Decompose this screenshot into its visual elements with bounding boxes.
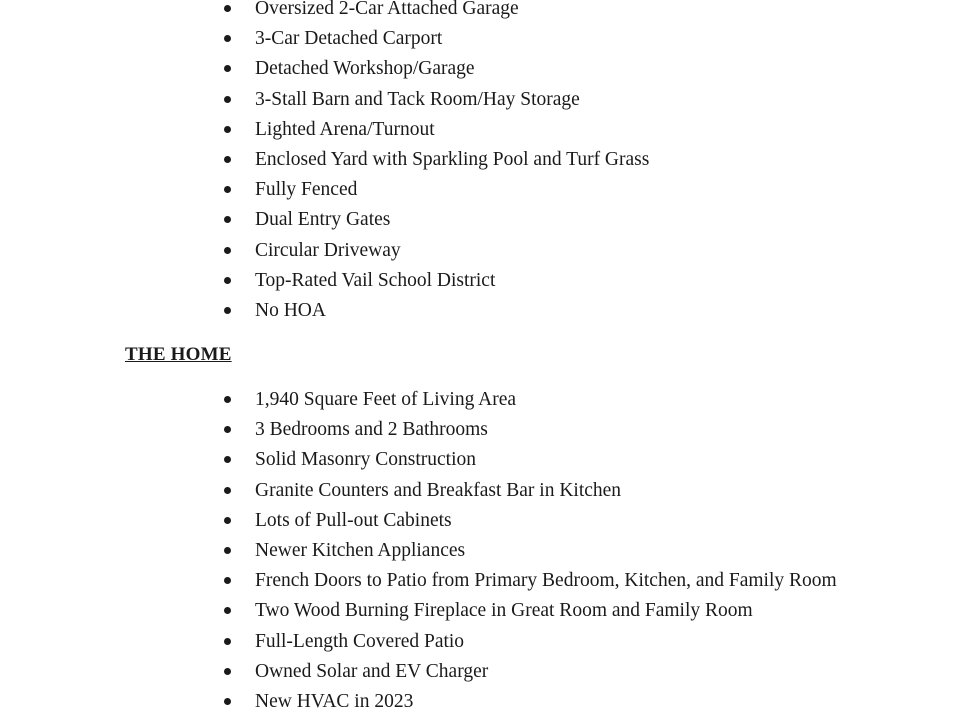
list-item-text: Two Wood Burning Fireplace in Great Room and Family Room <box>255 600 753 622</box>
list-item-text: New HVAC in 2023 <box>255 690 414 712</box>
list-item <box>224 119 649 149</box>
bullet-icon <box>224 456 231 463</box>
bullet-icon <box>224 216 231 223</box>
list-item-text: Dual Entry Gates <box>255 209 391 231</box>
bullet-icon <box>224 698 231 705</box>
list-item <box>224 540 837 570</box>
list-item-text: Lighted Arena/Turnout <box>255 118 435 140</box>
list-item <box>224 510 837 540</box>
list-item-text: 3-Car Detached Carport <box>255 28 443 50</box>
list-item-text: Granite Counters and Breakfast Bar in Kitchen <box>255 479 622 501</box>
list-item-text: Top-Rated Vail School District <box>255 269 496 291</box>
bullet-icon <box>224 126 231 133</box>
bullet-icon <box>224 547 231 554</box>
list-item <box>224 149 649 179</box>
list-item-text: 3-Stall Barn and Tack Room/Hay Storage <box>255 88 580 110</box>
bullet-icon <box>224 277 231 284</box>
list-item <box>224 209 649 239</box>
list-item-text: French Doors to Patio from Primary Bedroom, Kitchen, and Family Room <box>255 570 837 592</box>
list-item <box>224 89 649 119</box>
bullet-icon <box>224 247 231 254</box>
list-item <box>224 691 837 721</box>
bullet-icon <box>224 186 231 193</box>
bullet-icon <box>224 487 231 494</box>
list-item <box>224 58 649 88</box>
list-item-text: Owned Solar and EV Charger <box>255 660 489 682</box>
bullet-icon <box>224 638 231 645</box>
bullet-icon <box>224 65 231 72</box>
list-item-text: Full-Length Covered Patio <box>255 630 465 652</box>
list-item <box>224 661 837 691</box>
list-item <box>224 240 649 270</box>
list-item-text: Circular Driveway <box>255 239 401 261</box>
bullet-icon <box>224 607 231 614</box>
list-item-text: Fully Fenced <box>255 179 358 201</box>
list-item <box>224 419 837 449</box>
list-item-text: Solid Masonry Construction <box>255 449 477 471</box>
bullet-icon <box>224 577 231 584</box>
bullet-icon <box>224 35 231 42</box>
section-heading-the-home: THE HOME <box>125 344 232 365</box>
list-item <box>224 570 837 600</box>
list-item-text: Oversized 2-Car Attached Garage <box>255 0 519 19</box>
bullet-icon <box>224 396 231 403</box>
list-item <box>224 389 837 419</box>
home-features-list <box>224 389 837 721</box>
bullet-icon <box>224 156 231 163</box>
list-item-text: Lots of Pull-out Cabinets <box>255 509 452 531</box>
list-item-text: No HOA <box>255 299 326 321</box>
list-item <box>224 600 837 630</box>
bullet-icon <box>224 307 231 314</box>
list-item-text: Enclosed Yard with Sparkling Pool and Turf Grass <box>255 148 650 170</box>
list-item <box>224 480 837 510</box>
list-item <box>224 449 837 479</box>
bullet-icon <box>224 668 231 675</box>
list-item-text: Newer Kitchen Appliances <box>255 539 466 561</box>
list-item <box>224 270 649 300</box>
list-item <box>224 28 649 58</box>
list-item-text: 1,940 Square Feet of Living Area <box>255 389 517 410</box>
bullet-icon <box>224 426 231 433</box>
list-item <box>224 179 649 209</box>
list-item <box>224 0 649 28</box>
list-item <box>224 300 649 330</box>
list-item-text: 3 Bedrooms and 2 Bathrooms <box>255 419 488 441</box>
bullet-icon <box>224 96 231 103</box>
property-features-list <box>224 0 649 330</box>
bullet-icon <box>224 517 231 524</box>
list-item <box>224 631 837 661</box>
list-item-text: Detached Workshop/Garage <box>255 58 475 80</box>
bullet-icon <box>224 5 231 12</box>
